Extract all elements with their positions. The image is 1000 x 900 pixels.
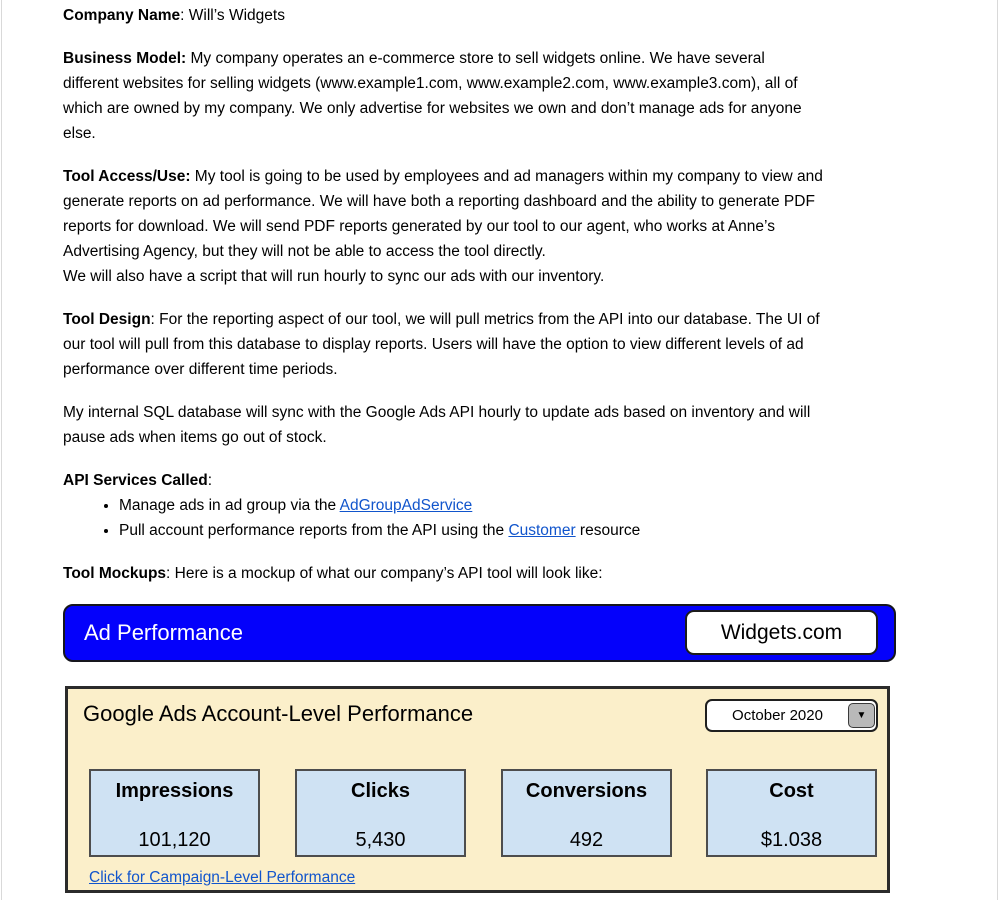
text-line <box>63 561 997 586</box>
text-line: My internal SQL database will sync with the Google Ads API hourly to update ads based on inventory and will <box>63 404 811 421</box>
text-line <box>63 468 997 493</box>
business-model-label: Business Model: <box>63 50 187 67</box>
api-services-section <box>63 468 997 543</box>
company-name-label: Company Name <box>63 7 181 24</box>
text-line <box>63 164 997 189</box>
text-line: which are owned by my company. We only advertise for websites we own and don’t manage ads for anyone <box>63 100 802 117</box>
text-line: different websites for selling widgets (www.example1.com, www.example2.com, www.example3.com), all of <box>63 75 798 92</box>
list-item-adgroupadservice <box>119 493 997 518</box>
metric-card-conversions <box>501 769 672 857</box>
paragraph-sql-sync <box>63 400 997 450</box>
metric-label: Impressions <box>115 780 234 802</box>
metric-card-clicks <box>295 769 466 857</box>
text-run: My tool is going to be used by employees and ad managers within my company to view and <box>190 168 823 185</box>
text-line: Advertising Agency, but they will not be able to access the tool directly. <box>63 243 546 260</box>
metric-value: 101,120 <box>138 829 211 851</box>
dropdown-arrow-button[interactable] <box>848 703 875 728</box>
paragraph-company-name <box>63 3 997 28</box>
paragraph-tool-design <box>63 307 997 382</box>
customer-link[interactable]: Customer <box>508 522 576 539</box>
paragraph-tool-mockups <box>63 561 997 586</box>
text-run: Manage ads in ad group via the <box>119 497 340 514</box>
api-services-list <box>63 493 997 543</box>
company-name-value: : Will’s Widgets <box>180 7 285 24</box>
text-line <box>63 307 997 332</box>
panel-title: Google Ads Account-Level Performance <box>83 701 474 726</box>
text-run: resource <box>575 522 641 539</box>
text-run: : For the reporting aspect of our tool, we will pull metrics from the API into our database. The UI of <box>150 311 820 328</box>
mockup-header-bar <box>63 604 896 662</box>
metric-card-impressions <box>89 769 260 857</box>
text-line: pause ads when items go out of stock. <box>63 429 327 446</box>
text-line: performance over different time periods. <box>63 361 338 378</box>
paragraph-business-model <box>63 46 997 146</box>
tool-access-label: Tool Access/Use: <box>63 168 191 185</box>
tool-mockups-label: Tool Mockups <box>63 565 167 582</box>
text-line: We will also have a script that will run hourly to sync our ads with our inventory. <box>63 268 605 285</box>
date-dropdown[interactable] <box>705 699 878 732</box>
chevron-down-icon: ▼ <box>856 710 867 721</box>
text-run: : Here is a mockup of what our company’s API tool will look like: <box>166 565 603 582</box>
metric-value: $1.038 <box>760 829 823 851</box>
metric-value: 492 <box>569 829 604 851</box>
text-run: Pull account performance reports from the API using the <box>119 522 509 539</box>
date-dropdown-value: October 2020 <box>732 707 823 724</box>
metric-card-cost <box>706 769 877 857</box>
text-line: our tool will pull from this database to display reports. Users will have the option to view different levels of ad <box>63 336 804 353</box>
text-run: My company operates an e-commerce store to sell widgets online. We have several <box>186 50 765 67</box>
metric-label: Clicks <box>351 780 410 802</box>
performance-panel <box>65 686 890 893</box>
text-run: : <box>207 472 213 489</box>
adgroupadservice-link[interactable]: AdGroupAdService <box>339 497 473 514</box>
widgets-com-button[interactable]: Widgets.com <box>685 610 878 655</box>
text-line <box>63 3 997 28</box>
mockup-header-title: Ad Performance <box>84 620 243 645</box>
text-line: else. <box>63 125 96 142</box>
text-line: reports for download. We will send PDF reports generated by our tool to our agent, who works at Anne’s <box>63 218 775 235</box>
text-line <box>63 46 997 71</box>
paragraph-tool-access <box>63 164 997 289</box>
list-item-customer <box>119 518 997 543</box>
campaign-level-link[interactable]: Click for Campaign-Level Performance <box>89 869 356 886</box>
metric-label: Cost <box>769 780 814 802</box>
metric-label: Conversions <box>525 780 648 802</box>
api-services-label: API Services Called <box>63 472 208 489</box>
text-line: generate reports on ad performance. We will have both a reporting dashboard and the ability to generate PDF <box>63 193 815 210</box>
tool-design-label: Tool Design <box>63 311 151 328</box>
metric-value: 5,430 <box>355 829 406 851</box>
